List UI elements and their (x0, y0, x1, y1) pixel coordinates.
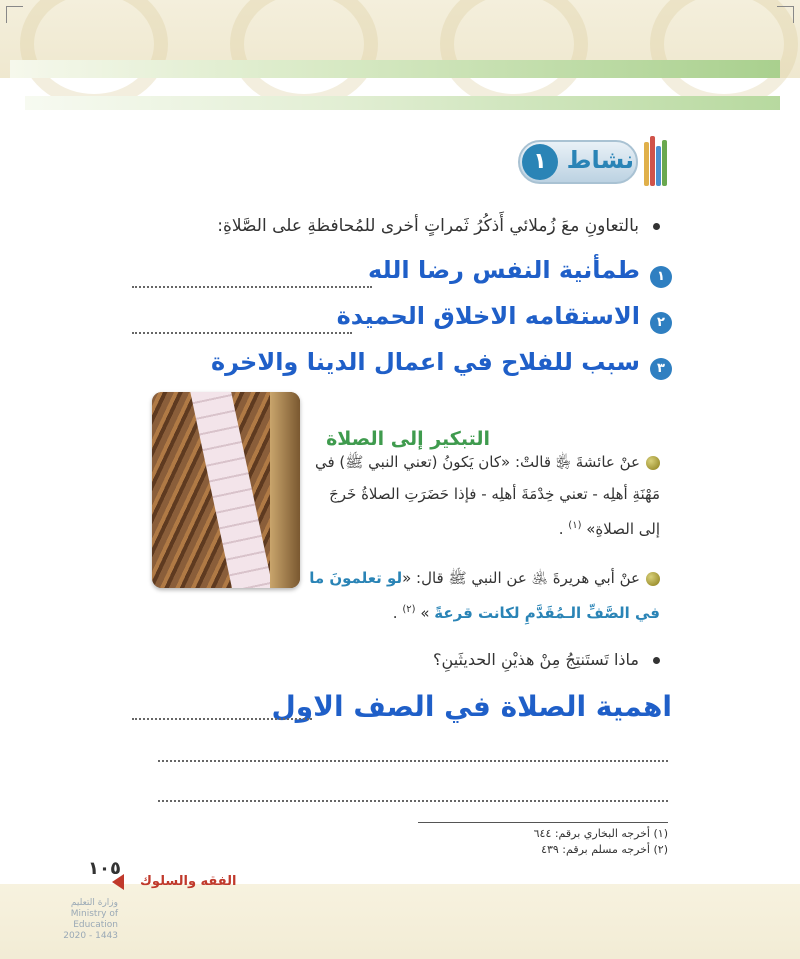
hadith2-blue2: في الصَّفِّ الـمُقَدَّمِ لكانت قرعةً (434, 604, 660, 622)
answer-row-1[interactable] (132, 258, 672, 292)
header-strip (10, 60, 780, 78)
answer-number: ٢ (650, 312, 672, 334)
hadith1-line1: عنْ عائشةَ ﵂ قالتْ: «كان يَكونُ (تعني النبي ﷺ) في (314, 453, 640, 471)
ornament (440, 0, 588, 108)
question-text: ماذا تَستَنتِجُ مِنْ هذيْنِ الحديثَينِ؟ (433, 650, 639, 669)
answer-row-3[interactable] (132, 350, 672, 384)
pencils-icon (642, 134, 668, 186)
instruction (100, 216, 660, 236)
hadith-1: عنْ عائشةَ ﵂ قالتْ: «كان يَكونُ (تعني النبي ﷺ) في مَهْنَةِ أهلِه - تعني خِدْمَةَ أهلِه - فإذا حَضَرَتِ الصلاةُ خَرجَ إلى الصلاةِ» $^{(١)}$ . (305, 446, 660, 545)
ministry-logo (28, 898, 118, 942)
hadith1-line3: إلى الصلاةِ» (586, 520, 660, 538)
instruction-text: بالتعاونِ معَ زُملائي أَذكُرُ ثَمراتٍ أخرى للمُحافظةِ على الصَّلاةِ: (217, 216, 639, 236)
footer-decoration (0, 884, 800, 959)
final-answer-row[interactable] (132, 690, 672, 730)
ornament (230, 0, 378, 108)
activity-number: ١ (522, 144, 558, 180)
hadith-2: عنْ أبي هريرةَ ﵁ عن النبي ﷺ قال: «لو تعلمونَ ما في الصَّفِّ الـمُقَدَّمِ لكانت قرعةً » $^{(٢)}$ . (309, 569, 660, 622)
olive-bullet-icon (646, 572, 660, 586)
pillars (270, 392, 300, 588)
answer-number: ١ (650, 266, 672, 288)
question (433, 650, 660, 669)
crop-mark (777, 6, 794, 23)
crop-mark (6, 6, 23, 23)
answer-text: الاستقامه الاخلاق الحميدة (336, 302, 640, 330)
answer-dotline (132, 286, 372, 288)
section-title: التبكير إلى الصلاة (326, 428, 490, 450)
footnote-rule (418, 822, 668, 823)
answer-dotline (132, 718, 312, 720)
hadith1-ref: (١) (568, 520, 582, 531)
hadith2-intro: عنْ أبي هريرةَ ﵁ عن النبي ﷺ قال: « (402, 569, 640, 587)
ministry-name: وزارة التعليم (70, 898, 118, 908)
activity-label: نشاط (566, 146, 634, 174)
answer-number: ٣ (650, 358, 672, 380)
bullet (653, 223, 660, 230)
footnote-2: (٢) أخرجه مسلم برقم: ٤٣٩ (541, 843, 668, 856)
ministry-en: Ministry of Education (70, 909, 118, 930)
hadith1-line2: مَهْنَةِ أهلِه - تعني خِدْمَةَ أهلِه - فإذا حَضَرَتِ الصلاةُ خَرجَ (329, 485, 660, 503)
answer-dotline (132, 332, 352, 334)
hadith2-blue1: لو تعلمونَ ما (309, 569, 403, 587)
hadith2-end: » (420, 604, 430, 622)
ornament (650, 0, 798, 108)
hadith2-ref: (٢) (402, 604, 416, 615)
ministry-year: 2020 - 1443 (63, 931, 118, 941)
ornament (20, 0, 168, 108)
page-number: ١٠٥ (88, 858, 121, 879)
arrow-icon (112, 874, 124, 890)
answer-dotline[interactable] (158, 760, 668, 762)
mosque-photo (152, 392, 300, 588)
final-answer-text: اهمية الصلاة في الصف الاول (271, 690, 672, 723)
activity-badge (518, 140, 668, 184)
subject-name: الفقه والسلوك (140, 874, 237, 889)
answer-text: طمأنية النفس رضا الله (368, 256, 640, 284)
olive-bullet-icon (646, 456, 660, 470)
answer-dotline[interactable] (158, 800, 668, 802)
answer-text: سبب للفلاح في اعمال الدينا والاخرة (210, 348, 640, 376)
page-bar (25, 96, 780, 110)
bullet (653, 657, 660, 664)
footnote-1: (١) أخرجه البخاري برقم: ٦٤٤ (533, 827, 668, 840)
answer-row-2[interactable] (132, 304, 672, 338)
